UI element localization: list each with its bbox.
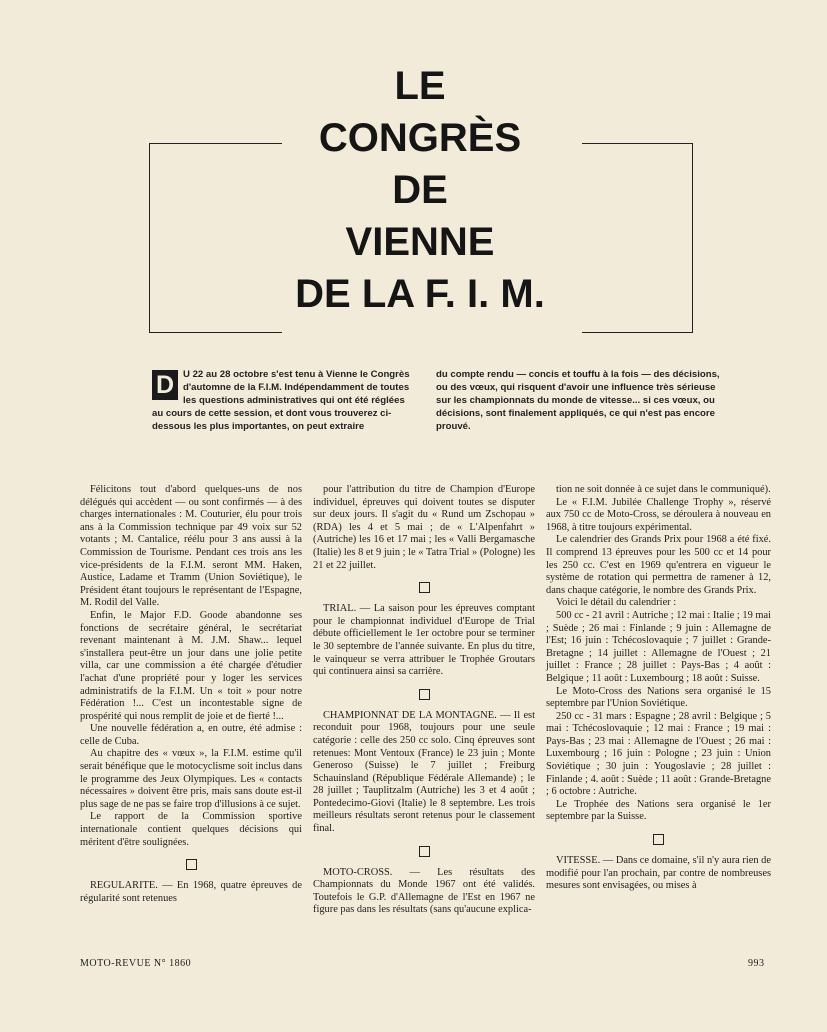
title-line: DE LA F. I. M.	[295, 272, 545, 316]
title-line: LE	[394, 64, 446, 108]
paragraph: Une nouvelle fédération a, en outre, été admise : celle de Cuba.	[80, 723, 302, 747]
title-line: DE	[392, 168, 448, 212]
paragraph: TRIAL. — La saison pour les épreuves comptant pour le championnat individuel d'Europe de Trial débute officiellement le 1er octobre pour se terminer le 30 septembre de l'année suivante. En plus du titre, le vainqueur se verra attribuer le Trophée Groutars qui continuera ainsi sa carrière.	[313, 603, 535, 678]
paragraph: Félicitons tout d'abord quelques-uns de nos délégués qui accèdent — ou sont confirmés — à des charges internationales : M. Couturier, élu pour trois ans à la Commission technique par 49 voix sur 52 votants ; M. Cantalice, réélu pour 3 ans aussi à la Commission de Tourisme. Pendant ces trois ans les vice-présidents de la F.I.M. seront MM. Haken, Austice, Ladame et Tramm (Union Soviétique), le Président étant toujours le représentant de l'Espagne, M. Rodil del Valle.	[80, 484, 302, 609]
paragraph: Le Moto-Cross des Nations sera organisé le 15 septembre par l'Union Soviétique.	[546, 685, 771, 710]
magazine-issue-label: MOTO-REVUE N° 1860	[80, 958, 192, 969]
intro-left	[152, 368, 414, 433]
section-separator	[419, 846, 430, 857]
text-column-1	[80, 484, 302, 905]
drop-cap: D	[152, 370, 178, 400]
paragraph: 250 cc - 31 mars : Espagne ; 28 avril : Belgique ; 5 mai : Tchécoslovaquie ; 12 mai : France ; 19 mai : Pays-Bas ; 23 mai : Allemagne de l'Ouest ; 26 mai : Luxembourg ; 16 juin : Pologne ; 23 juin : Union Soviétique ; 30 juin : Yougoslavie ; 28 juillet : Finlande ; 4. août : Suède ; 11 août : Grande-Bretagne ; 6 octobre : Autriche.	[546, 710, 771, 798]
section-separator	[419, 689, 430, 700]
paragraph: tion ne soit donnée à ce sujet dans le communiqué).	[556, 484, 771, 495]
paragraph: Le « F.I.M. Jubilée Challenge Trophy », réservé aux 750 cc de Moto-Cross, se déroulera à nouveau en 1968, à titre toujours expérimental.	[546, 496, 771, 533]
paragraph: Le Trophée des Nations sera organisé le 1er septembre par la Suisse.	[546, 798, 771, 823]
paragraph: Voici le détail du calendrier :	[556, 597, 677, 609]
text-column-3	[546, 484, 771, 893]
text-column-2	[313, 484, 535, 917]
paragraph: Enfin, le Major F.D. Goode abandonne ses fonctions de secrétaire général, le secrétariat revenant maintenant à M. J.M. Shaw... lequel s'installera peut-être un jour dans une jolie petite villa, car une commission a été chargée d'étudier l'achat d'une propriété pour y loger les services administratifs de la F.I.M. Un « toit » pour notre Fédération !... C'est un incontestable signe de prospérité qui nous remplit de joie et de fierté !...	[80, 609, 302, 722]
intro-text: du compte rendu — concis et touffu à la fois — des décisions, ou des vœux, qui risquent d'avoir une influence très sérieuse sur les championnats du monde de vitesse... si ces vœux, ou décisions, sont finalement appliqués, ce qui n'est pas encore prouvé.	[436, 369, 720, 432]
paragraph: Au chapitre des « vœux », la F.I.M. estime qu'il serait bénéfique que le motocyclisme soit inclus dans le programme des Jeux Olympiques. Les « contacts nécessaires » doivent être pris, mais sans doute est-il plus sage de ne pas se faire trop d'illusions à ce sujet.	[80, 748, 302, 810]
title-line: VIENNE	[345, 220, 495, 264]
paragraph: VITESSE. — Dans ce domaine, s'il n'y aura rien de modifié pour l'an prochain, par contre de nombreuses mesures sont envisagées, ou mises à	[546, 855, 771, 892]
paragraph: REGULARITE. — En 1968, quatre épreuves de régularité sont retenues	[80, 880, 302, 904]
section-separator	[653, 834, 664, 845]
paragraph: pour l'attribution du titre de Champion d'Europe individuel, épreuves qui doivent toutes se disputer sur deux jours. Il s'agit du « Rund um Zschopau » (RDA) les 4 et 5 mai ; de « L'Alpenfahrt » (Autriche) les 16 et 17 mai ; les « Valli Bergamasche (Italie) les 8 et 9 juin ; le « Tatra Trial » (Pologne) les 21 et 22 juillet.	[313, 484, 535, 571]
paragraph: Le rapport de la Commission sportive internationale contient quelques décisions qui méritent d'être soulignées.	[80, 811, 302, 848]
paragraph: Le calendrier des Grands Prix pour 1968 a été fixé. Il comprend 13 épreuves pour les 500 cc et 14 pour les 250 cc. C'est en 1969 qu'entrera en vigueur le système de rotation qui permettra de ramener à 12, dans chaque catégorie, le nombre des Grands Prix.	[546, 534, 771, 596]
section-separator	[419, 582, 430, 593]
section-separator	[186, 859, 197, 870]
paragraph: CHAMPIONNAT DE LA MONTAGNE. — Il est reconduit pour 1968, toujours pour une seule catégorie : celle des 250 cc solo. Cinq épreuves sont retenues: Mont Ventoux (France) le 23 juin ; Monte Generoso (Suisse) le 7 juillet ; Freiburg Schauinsland (République Fédérale Allemande) ; le 28 juillet ; Tauplitzalm (Autriche) les 3 et 4 août ; Pontedecimo-Giovi (Italie) le 8 septembre. Les trois meilleurs résultats seront retenus pour le classement final.	[313, 709, 535, 835]
title-line: CONGRÈS	[318, 116, 522, 160]
intro-text: U 22 au 28 octobre s'est tenu à Vienne le Congrès d'automne de la F.I.M. Indépendamment de toutes les questions administratives qui ont été réglées au cours de cette session, et dont vous trouverez ci-dessous les plus importantes, on peut extraire	[152, 369, 410, 432]
article-title	[220, 60, 620, 320]
intro-right	[436, 368, 724, 433]
page-number: 993	[748, 958, 765, 969]
paragraph: MOTO-CROSS. — Les résultats des Championnats du Monde 1967 ont été validés. Toutefois le G.P. d'Allemagne de l'Est en 1967 ne figure pas dans les résultats (sans qu'aucune explica-	[313, 866, 535, 916]
paragraph: 500 cc - 21 avril : Autriche ; 12 mai : Italie ; 19 mai ; Suède ; 26 mai : Finlande ; 9 juin : Allemagne de l'Est; 16 juin : Tchécoslovaquie ; 7 juillet : Grande-Bretagne ; 14 juillet : Allemagne de l'Ouest ; 21 juillet : France ; 28 juillet : Pays-Bas ; 4 août : Belgique ; 11 août : Luxembourg ; 18 août : Suisse.	[546, 609, 771, 684]
